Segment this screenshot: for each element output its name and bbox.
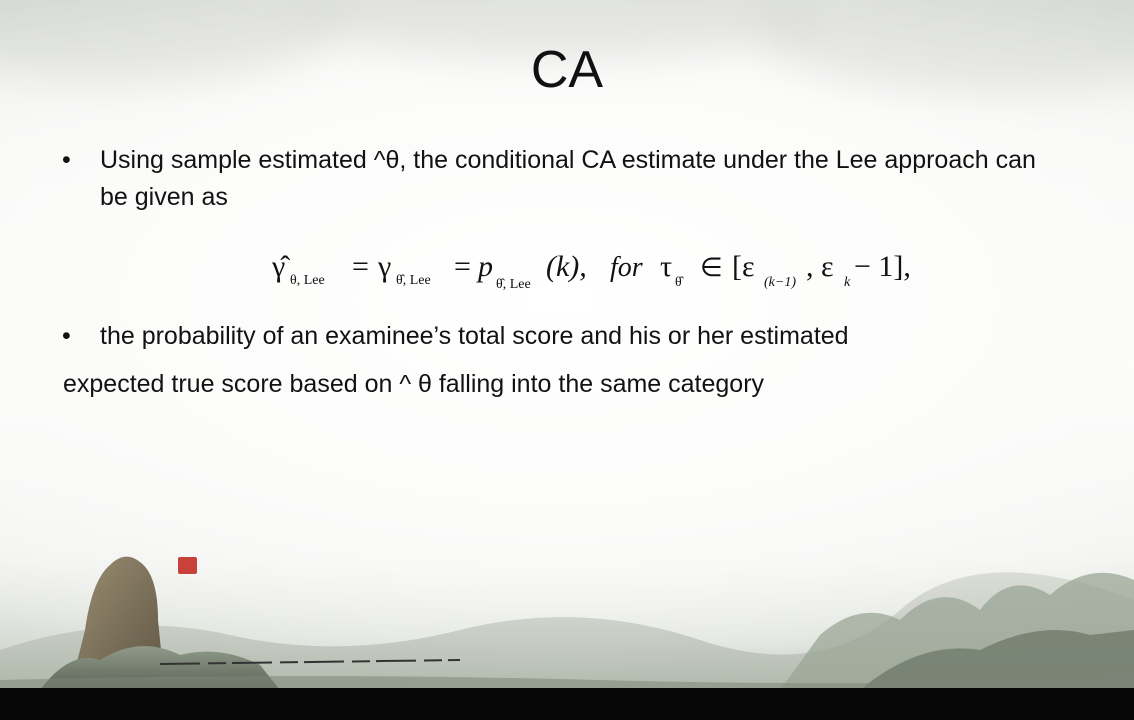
bullet-marker: • (62, 146, 71, 174)
formula-subscript: k (844, 275, 851, 290)
bullet-text: Using sample estimated ^θ, the conditional CA estimate under the Lee approach can be given as (100, 146, 1036, 211)
formula-subscript: θ̂, Lee (496, 277, 531, 292)
formula-gamma: γ (378, 250, 392, 283)
formula-interval-sep: , ε (806, 250, 834, 283)
slide-title: CA (530, 41, 604, 99)
red-seal-stamp (178, 557, 197, 574)
formula-subscript: (k−1) (764, 275, 796, 290)
bottom-bar (0, 688, 1134, 720)
formula-equals: = (352, 250, 369, 283)
bullet-text: the probability of an examinee’s total score and his or her estimated (100, 322, 849, 350)
formula-tau: τ (660, 250, 673, 283)
formula-interval-left: [ε (732, 250, 755, 283)
formula-p: p (478, 250, 493, 283)
bullet-marker: • (62, 322, 71, 350)
formula-subscript: θ, Lee (290, 273, 325, 288)
formula-equals: = (454, 250, 471, 283)
formula-gamma-hat: γ̂ (272, 250, 286, 283)
formula-interval-tail: − 1], (854, 250, 911, 283)
formula-subscript: θ̂ (675, 275, 682, 290)
formula-subscript: θ̂, Lee (396, 273, 431, 288)
formula (270, 238, 960, 298)
continuation-text: expected true score based on ^ θ falling into the same category (63, 370, 765, 398)
formula-for: for (610, 252, 643, 283)
formula-k: (k), (546, 250, 587, 283)
landscape-illustration (0, 540, 1134, 690)
formula-element-of: ∈ (700, 253, 723, 282)
